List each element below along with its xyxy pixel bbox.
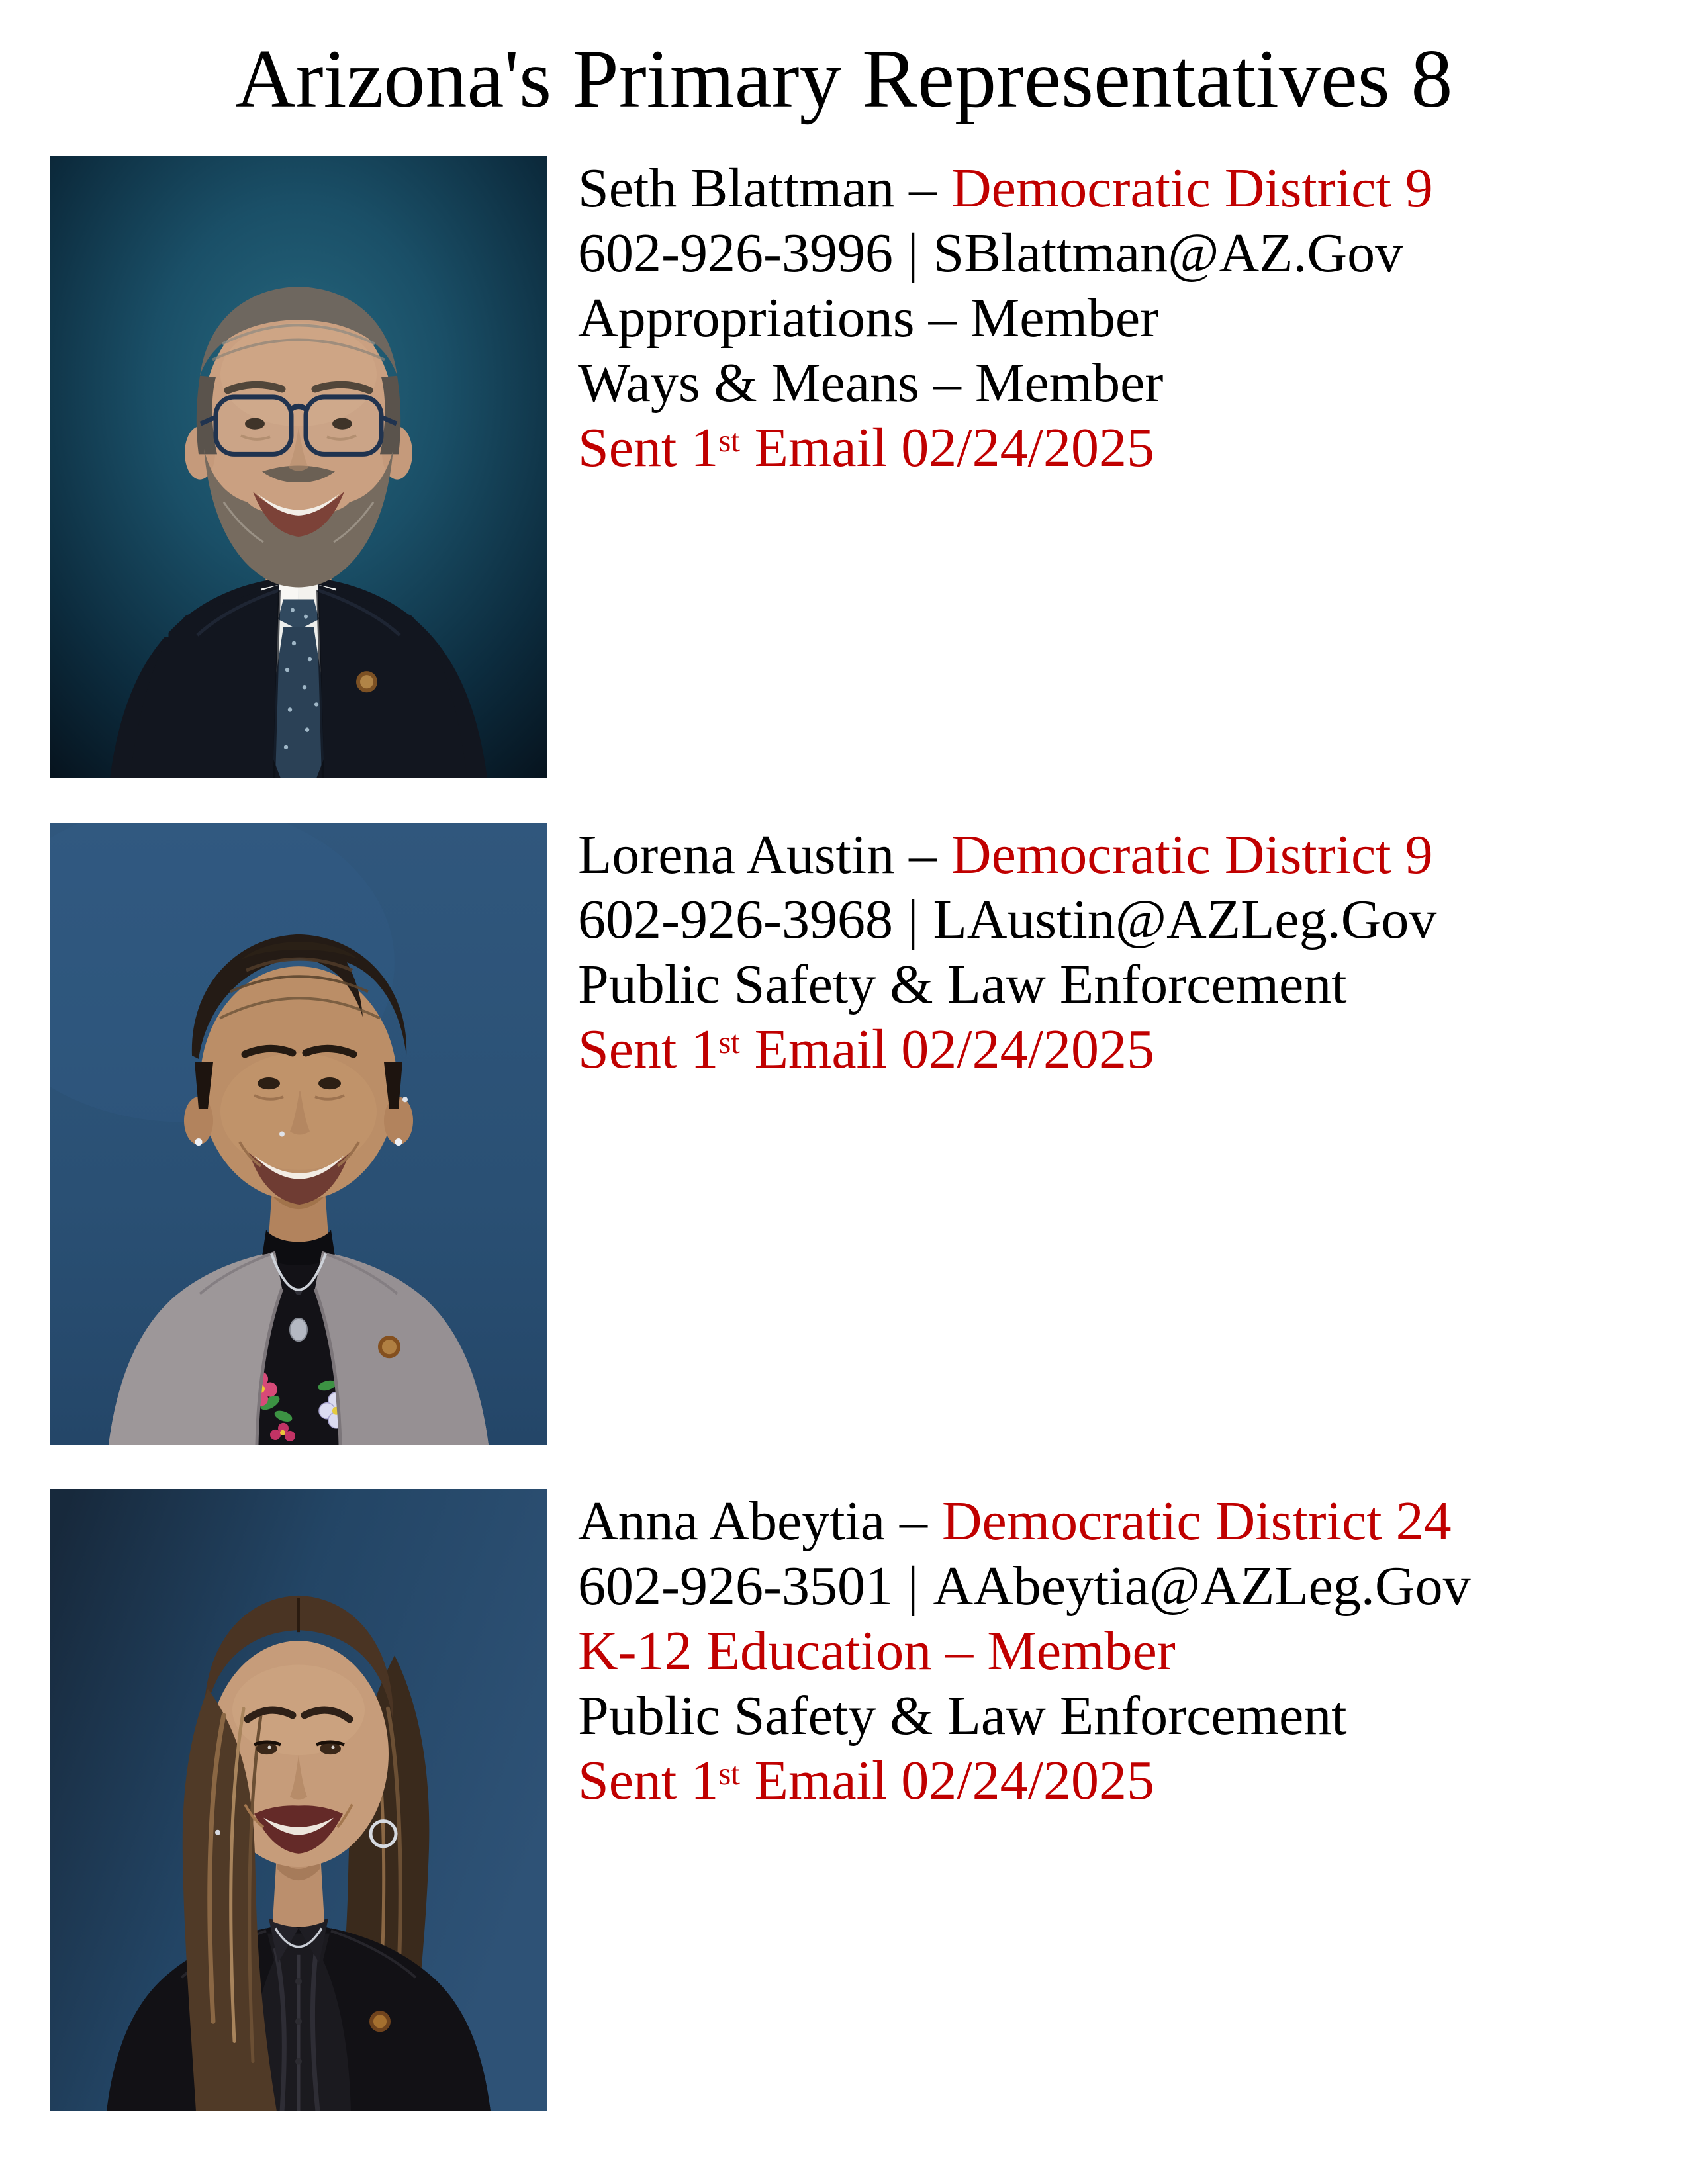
- portrait-seth-blattman-photo: [50, 156, 547, 778]
- district-label: Democratic District 9: [951, 824, 1433, 886]
- sent-email-line: [578, 416, 1433, 488]
- representative-name: Anna Abeytia: [578, 1490, 886, 1552]
- name-line: [578, 1489, 1471, 1554]
- phone-number: 602-926-3501: [578, 1555, 893, 1617]
- email-address: LAustin@AZLeg.Gov: [933, 889, 1437, 950]
- name-district-dash: –: [909, 824, 937, 886]
- name-line: [578, 823, 1436, 887]
- profile-seth-blattman: [0, 156, 1688, 778]
- sent-prefix: Sent 1: [578, 1019, 719, 1080]
- anna-abeytia-portrait-illustration: [50, 1489, 547, 2111]
- committee-line: K-12 Education – Member: [578, 1620, 1176, 1682]
- sent-email-line: [578, 1017, 1436, 1089]
- phone-email-separator: |: [907, 222, 919, 284]
- district-label: Democratic District 9: [951, 158, 1433, 219]
- sent-rest: Email 02/24/2025: [754, 417, 1154, 478]
- info-block-seth-blattman: [578, 156, 1433, 488]
- page-title: Arizona's Primary Representatives 8: [235, 33, 1453, 125]
- phone-number: 602-926-3996: [578, 222, 893, 284]
- portrait-lorena-austin-photo: [50, 823, 547, 1445]
- district-label: Democratic District 24: [941, 1490, 1452, 1552]
- representative-name: Seth Blattman: [578, 158, 895, 219]
- sent-prefix: Sent 1: [578, 1750, 719, 1811]
- ordinal-superscript: st: [718, 1756, 740, 1792]
- email-address: AAbeytia@AZLeg.Gov: [933, 1555, 1471, 1617]
- committee-line: Appropriations – Member: [578, 287, 1159, 349]
- seth-blattman-portrait-illustration: [50, 156, 547, 778]
- contact-line: [578, 887, 1436, 952]
- committee-line: Public Safety & Law Enforcement: [578, 954, 1347, 1015]
- contact-line: [578, 1554, 1471, 1619]
- name-line: [578, 156, 1433, 221]
- name-district-dash: –: [900, 1490, 928, 1552]
- sent-rest: Email 02/24/2025: [754, 1019, 1154, 1080]
- committee-line: Public Safety & Law Enforcement: [578, 1685, 1347, 1747]
- email-address: SBlattman@AZ.Gov: [933, 222, 1403, 284]
- sent-prefix: Sent 1: [578, 417, 719, 478]
- sent-email-line: [578, 1749, 1471, 1821]
- profile-lorena-austin: [0, 823, 1688, 1445]
- phone-email-separator: |: [907, 1555, 919, 1617]
- lorena-austin-portrait-illustration: [50, 823, 547, 1445]
- phone-email-separator: |: [907, 889, 919, 950]
- phone-number: 602-926-3968: [578, 889, 893, 950]
- contact-line: [578, 221, 1433, 286]
- sent-rest: Email 02/24/2025: [754, 1750, 1154, 1811]
- info-block-lorena-austin: [578, 823, 1436, 1089]
- profile-anna-abeytia: [0, 1489, 1688, 2111]
- ordinal-superscript: st: [718, 1024, 740, 1061]
- info-block-anna-abeytia: [578, 1489, 1471, 1821]
- ordinal-superscript: st: [718, 423, 740, 459]
- representative-name: Lorena Austin: [578, 824, 895, 886]
- portrait-anna-abeytia-photo: [50, 1489, 547, 2111]
- name-district-dash: –: [909, 158, 937, 219]
- committee-line: Ways & Means – Member: [578, 352, 1164, 414]
